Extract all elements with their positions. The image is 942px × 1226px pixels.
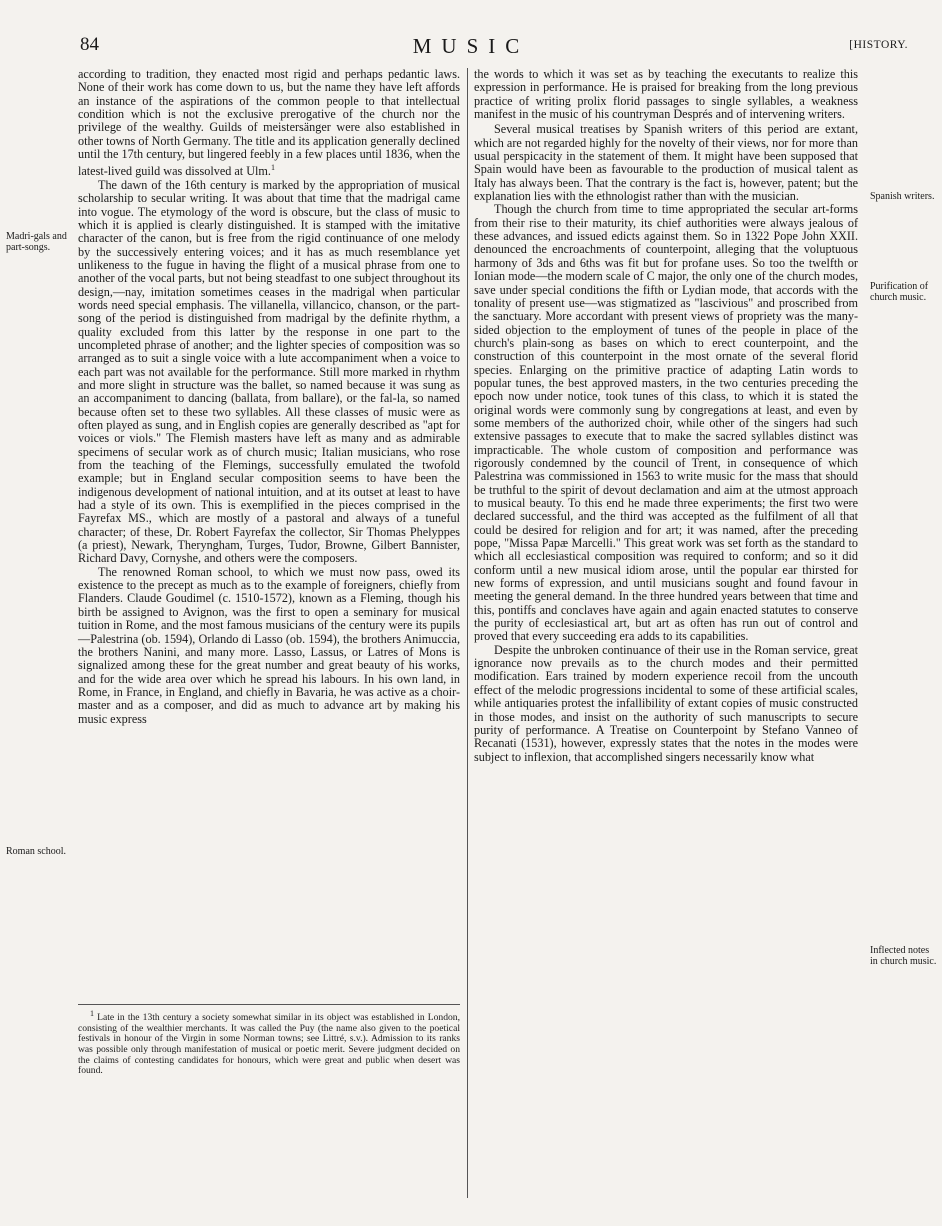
left-paragraph-1-text: according to tradition, they enacted most rigid and perhaps pedantic laws. None of their work has come down to us, but the name they have left affords an instance of the aspirations of the common people to that intellectual condition which is not the exclusive prerogative of the church nor the privilege of the wealthy. Guilds of meistersänger were also established in other towns of North Germany. The title and its application generally declined until the 17th century, but lingered feebly in a few places until 1836, when the latest-lived guild was dissolved at Ulm.: [78, 67, 460, 179]
margin-note-spanish-writers: Spanish writers.: [870, 191, 935, 202]
right-paragraph-4: Despite the unbroken continuance of their use in the Roman service, great ignorance now prevails as to the church modes and their permitted modification. Ears trained by modern experience recoil from the uncouth effect of the melodic progressions incidental to some of these artificial scales, while antiquaries protest the infallibility of extant copies of music constructed in those modes, and insist on the authority of such manuscripts to secure purity of performance. A Treatise on Counterpoint by Stefano Vanneo of Recanati (1531), however, expressly states that the notes in the modes were subject to inflexion, that accomplished singers necessarily know what: [474, 642, 858, 764]
running-title: MUSIC: [412, 34, 530, 58]
margin-note-inflected-notes: Inflected notes in church music.: [870, 945, 937, 967]
section-label: [HISTORY.: [849, 39, 908, 51]
footnote-number: 1: [90, 1009, 94, 1018]
right-paragraph-2: Several musical treatises by Spanish writers of this period are extant, which are not regarded highly for the novelty of their views, nor for more than usual perspicacity in the statement of them. It might have been supposed that Spain would have been as favourable to the production of musical talent as Italy has always been. That the contrary is the fact is, however, patent; but the explanation lies with the ethnologist rather than with the musician.: [474, 122, 858, 204]
footnote-body: Late in the 13th century a society somewhat similar in its object was established in London, consisting of the wealthier merchants. It was called the Puy (the name also given to the poetical festivals in honour of the Virgin in some Norman towns; see Littré, s.v.). Admission to its ranks was possible only through manifestation of musical or poetic merit. Severe judgment decided on the claims of contesting candidates for honours, which were great and public when desert was found.: [78, 1012, 460, 1077]
margin-note-roman-school: Roman school.: [6, 846, 66, 857]
left-paragraph-1: [78, 68, 460, 179]
margin-note-madrigals: Madri-gals and part-songs.: [6, 231, 67, 253]
right-column: [474, 68, 858, 764]
right-paragraph-1: the words to which it was set as by teaching the executants to realize this expression in performance. He is praised for breaking from the long previous practice of writing prolix florid passages to single syllables, a weakness manifest in the music of his countryman Després and of intervening writers.: [474, 67, 858, 122]
footnote-rule: [78, 1004, 460, 1005]
margin-note-purification: Purification of church music.: [870, 281, 929, 303]
column-divider: [467, 68, 468, 1198]
page-number: 84: [80, 34, 99, 55]
footnote: [78, 1009, 460, 1077]
left-column: [78, 68, 460, 726]
footnote-text: [78, 1009, 460, 1077]
footnote-reference: 1: [270, 163, 275, 173]
right-paragraph-3: Though the church from time to time appropriated the secular art-forms from their rise to their maturity, its chief authorities were always jealous of these advances, and issued edicts against them. So in 1322 Pope John XXII. denounced the encroachments of counterpoint, alleging that the voluptuous harmony of 3ds and 6ths was fit but for profane uses. So too the twelfth or Ionian mode—the modern scale of C major, the only one of the church modes, save under special conditions the fifth or Lydian mode, that accords with the tonality of present use—was stigmatized as "lascivious" and proscribed from the sanctuary. More accordant with present views of propriety was the many-sided objection to the employment of tunes of the people in place of the church's plain-song as bases on which to erect counterpoint, and the construction of this counterpoint in the most ornate of the several florid species. Enlarging on the primitive practice of adapting Latin words to popular tunes, the best approved masters, in the two centuries preceding the epoch now under notice, took tunes of this class, to which it is stated the original words were commonly sung by congregations at least, and even by some members of the authorized choir, while other of the singers had such extensive passages to execute that to make the sacred syllables distinct was impracticable. The whole custom of composition and performance was rigorously condemned by the council of Trent, in consequence of which Palestrina was commissioned in 1563 to write music for the mass that should be truthful to the spirit of devout declamation and aim at the utmost approach to musical beauty. To this end he made three experiments; the first two were declared successful, and the third was accepted as the fulfilment of all that could be desired for religion and for art; it was named, after the preceding pope, "Missa Papæ Marcelli." This great work was set forth as the standard to which all ecclesiastical composition was required to conform; and so it did conform until a new musical idiom arose, until the popular ear thirsted for new forms of expression, and until musicians sought and found favour in meeting the general demand. In the three hundred years between that time and this, pontiffs and conclaves have again and again enacted statutes to conserve the purity of ecclesiastical art, but art as often has run out of control and proved that every succeeding era adds to its capabilities.: [474, 202, 858, 644]
left-paragraph-2: The dawn of the 16th century is marked by the appropriation of musical scholarship to secular writing. It was about that time that the madrigal came into vogue. The etymology of the word is obscure, but the class of music to which it is applied is clearly distinguished. It is stamped with the imitative character of the canon, but is free from the rigid continuance of one melody by the successively entering voices; and it has as much resemblance yet unlikeness to the fugue in having the flight of a musical phrase from one to another of the vocal parts, but not being steadfast to one subject throughout its design,—nay, imitation sometimes ceases in the madrigal when particular words need special emphasis. The villanella, villancico, chanson, or the part-song of the period is distinguished from madrigal by the definite rhythm, a quality excluded from this latter by the response in one part to the uncompleted phrase of another; and the lighter species of composition was so arranged as to suit a single voice with a lute accompaniment when a voice to each part was not available for the performance. Still more marked in rhythm and more slight in structure was the ballet, so named because it was sung as an accompaniment to dancing (ballata, from ballare), or the fal-la, so named because often set to these two syllables. All these classes of music were as often played as sung, and in English copies are generally described as "apt for voices or viols." The Flemish masters have left as many and as admirable specimens of secular work as of church music; Italian musicians, who rose from the teaching of the Flemings, successfully emulated the twofold example; but in England secular composition seems to have been the indigenous development of national intuition, and at its outset at least to have had a style of its own. This is exemplified in the pieces comprised in the Fayrefax MS., which are mostly of a pastoral and always of a tuneful character; of these, Dr. Robert Fayrefax the collector, Sir Thomas Phelyppes (a priest), Newark, Theryngham, Turges, Tudor, Browne, Gilbert Bannister, Richard Davy, Cornyshe, and others were the composers.: [78, 177, 460, 566]
left-paragraph-3: The renowned Roman school, to which we must now pass, owed its existence to the precept as much as to the example of foreigners, chiefly from Flanders. Claude Goudimel (c. 1510-1572), known as a Fleming, though his birth be assigned to Avignon, was the first to open a seminary for musical tuition in Rome, and the most famous musicians of the century were its pupils—Palestrina (ob. 1594), Orlando di Lasso (ob. 1594), the brothers Animuccia, the brothers Nanini, and many more. Lasso, Lassus, or Latres of Mons is signalized among these for the great number and great beauty of his works, and for the wide area over which he spread his labours. In his own land, in Rome, in France, in England, and chiefly in Bavaria, he was active as a choir-master and as a composer, and did as much to advance art by making his music express: [78, 564, 460, 726]
